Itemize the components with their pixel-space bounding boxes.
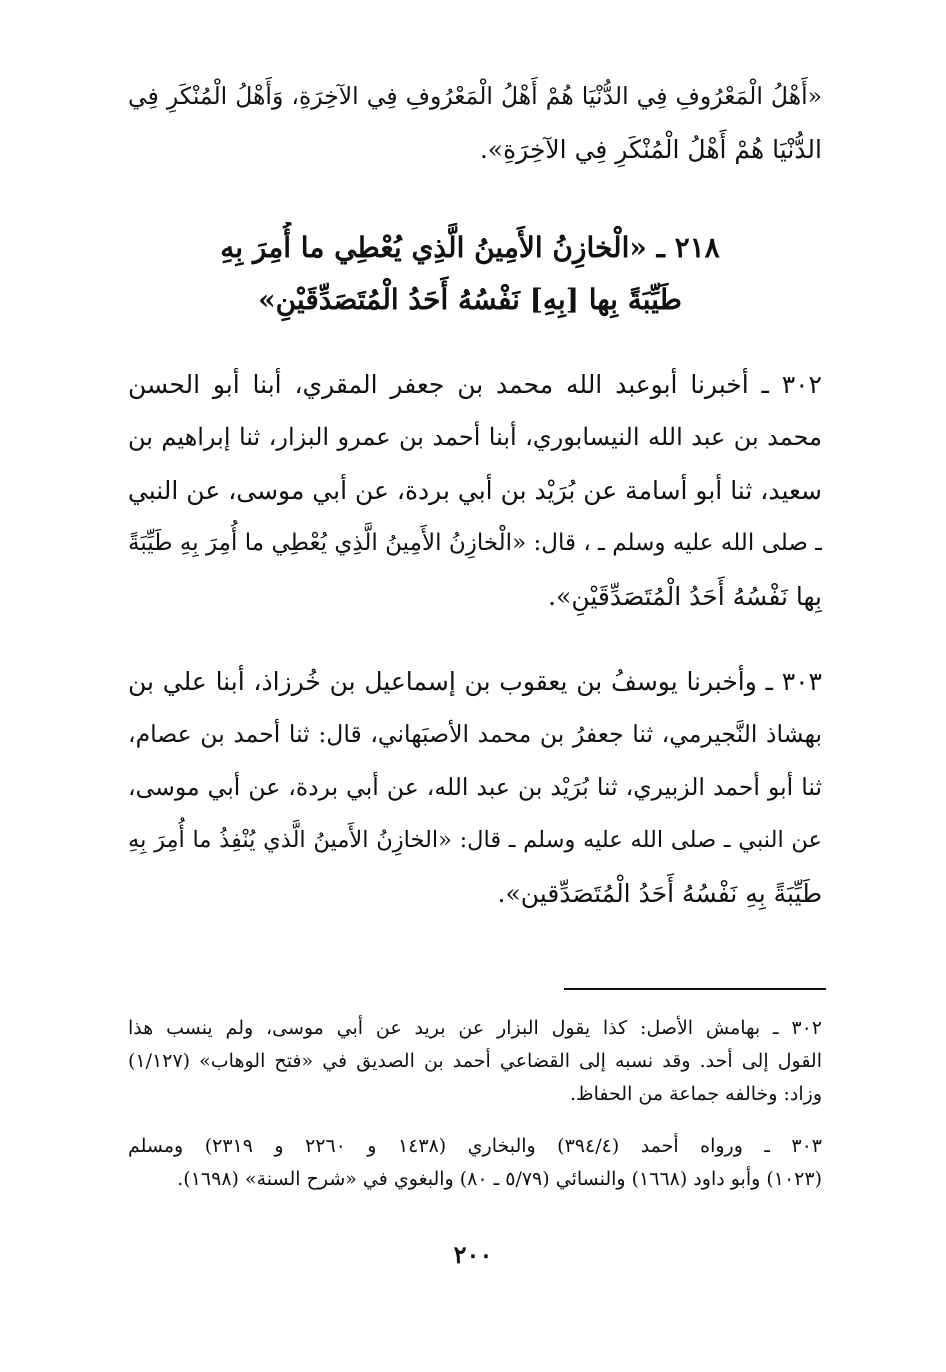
footnote-line: ٣٠٢ ـ بهامش الأصل: كذا يقول البزار عن بريد عن أبي موسى، ولم ينسب هذا — [128, 1017, 822, 1039]
text-line: الدُّنْيَا هُمْ أَهْلُ الْمُنْكَرِ فِي الآخِرَةِ». — [479, 135, 822, 164]
footnote-line: القول إلى أحد. وقد نسبه إلى القضاعي أحمد بن الصديق في «فتح الوهاب» (١/١٢٧) — [128, 1050, 822, 1072]
page-number: ٢٠٠ — [453, 1240, 493, 1269]
footnote-divider — [564, 988, 826, 990]
text-line: عن النبي ـ صلى الله عليه وسلم ـ قال: «الخازِنُ الأَمينُ الَّذي يُنْفِذُ ما أُمِرَ بِهِ — [128, 827, 822, 853]
text-line: بِها نَفْسُهُ أَحَدُ الْمُتَصَدِّقَيْنِ». — [548, 582, 822, 611]
footnote-line: ٣٠٣ ـ ورواه أحمد (٣٩٤/٤) والبخاري (١٤٣٨ و ٢٢٦٠ و ٢٣١٩) ومسلم — [128, 1135, 822, 1157]
hadith-303-paragraph — [128, 655, 822, 920]
text-line: محمد بن عبد الله النيسابوري، أبنا أحمد بن عمرو البزار، ثنا إبراهيم بن — [128, 423, 822, 451]
text-line: ٣٠٢ ـ أخبرنا أبوعبد الله محمد بن جعفر المقري، أبنا أبو الحسن — [128, 370, 822, 399]
heading-line: طَيِّبَةً بِها [بِهِ] نَفْسُهُ أَحَدُ الْمُتَصَدِّقَيْنِ» — [258, 283, 682, 316]
text-line: ثنا أبو أحمد الزبيري، ثنا بُرَيْد بن عبد الله، عن أبي بردة، عن أبي موسى، — [128, 773, 822, 801]
footnote-line: وزاد: وخالفه جماعة من الحفاظ. — [570, 1083, 822, 1105]
text-line: سعيد، ثنا أبو أسامة عن بُرَيْد بن أبي بردة، عن أبي موسى، عن النبي — [128, 476, 822, 505]
text-line: ـ صلى الله عليه وسلم ـ ، قال: «الْخازِنُ الأَمِينُ الَّذِي يُعْطِي ما أُمِرَ بِهِ طَيِّبَةً — [128, 530, 822, 556]
text-line: طَيِّبَةً بِهِ نَفْسُهُ أَحَدُ الْمُتَصَدِّقين». — [497, 879, 822, 908]
heading-line: ٢١٨ ـ «الْخازِنُ الأَمِينُ الَّذِي يُعْطِي ما أُمِرَ بِهِ — [220, 231, 720, 264]
intro-paragraph — [128, 70, 822, 176]
hadith-302-paragraph — [128, 358, 822, 623]
footnote-302 — [128, 1012, 822, 1111]
footnote-303 — [128, 1130, 822, 1196]
text-line: ٣٠٣ ـ وأخبرنا يوسفُ بن يعقوب بن إسماعيل بن خُرزاذ، أبنا علي بن — [128, 667, 822, 696]
chapter-heading — [160, 222, 780, 326]
text-line: بهشاذ النَّجيرمي، ثنا جعفرُ بن محمد الأصبَهاني، قال: ثنا أحمد بن عصام، — [128, 720, 822, 748]
text-line: «أَهْلُ الْمَعْرُوفِ فِي الدُّنْيَا هُمْ أَهْلُ الْمَعْرُوفِ فِي الآخِرَةِ، وَأَهْلُ الْمُنْكَرِ فِي — [128, 82, 822, 110]
footnote-line: (١٠٢٣) وأبو داود (١٦٦٨) والنسائي (٥/٧٩ ـ ٨٠) والبغوي في «شرح السنة» (١٦٩٨). — [177, 1168, 822, 1190]
